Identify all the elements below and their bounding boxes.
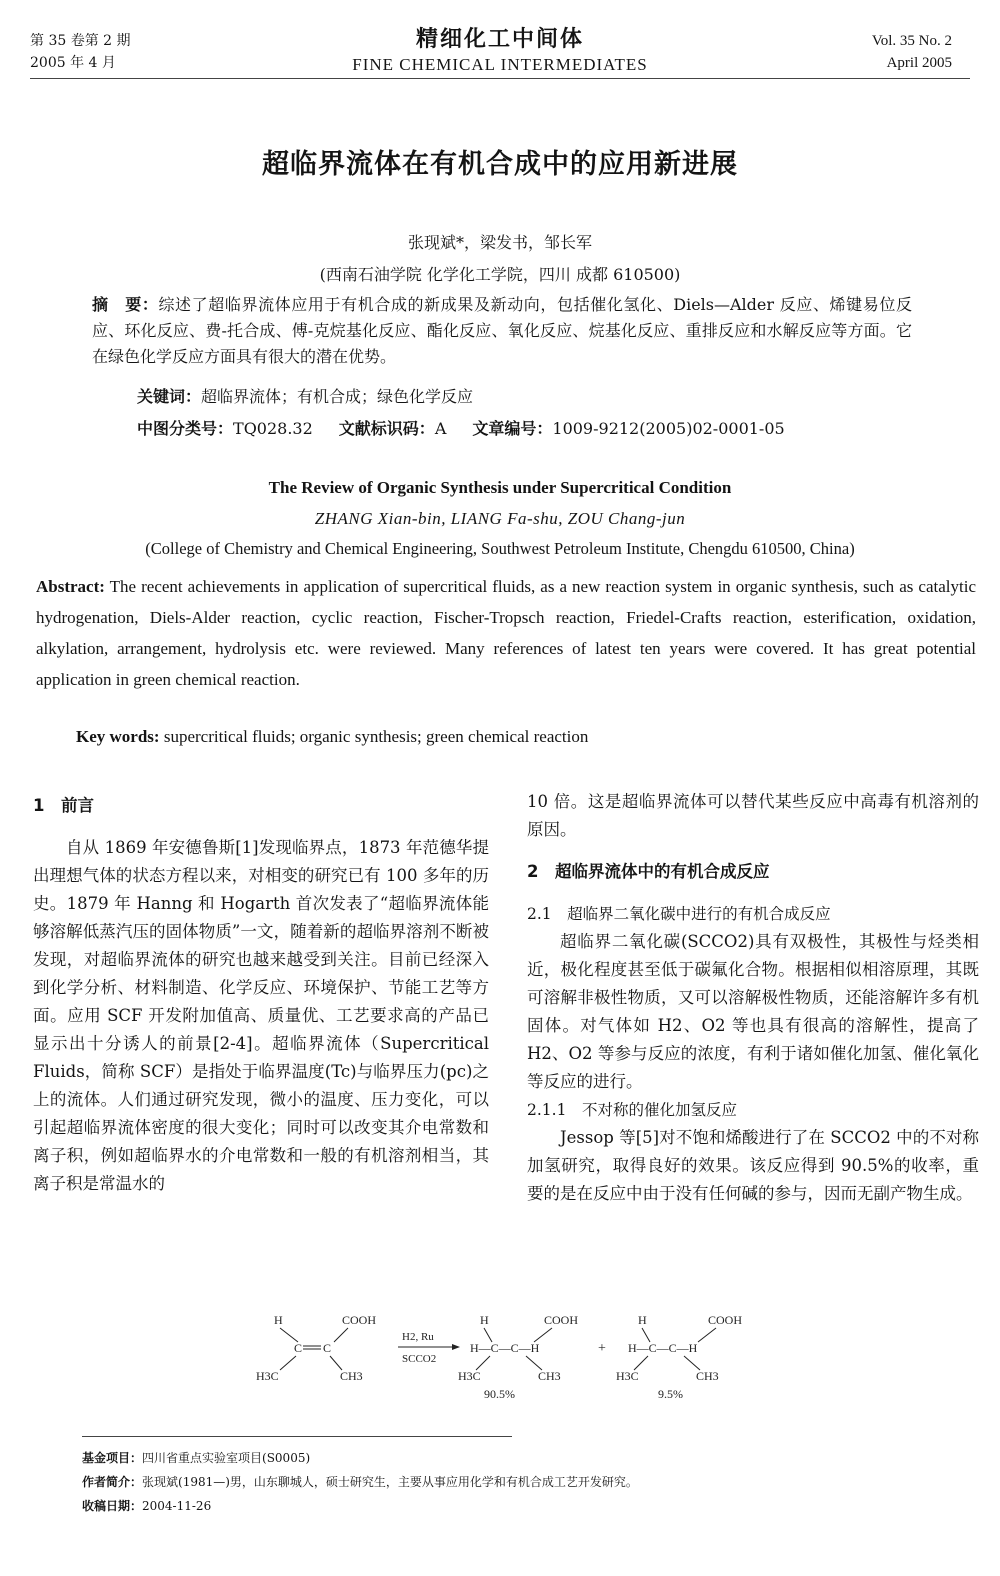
section-heading-1: 1 前言 bbox=[33, 796, 94, 815]
article-number-value: 1009-9212(2005)02-0001-05 bbox=[552, 419, 785, 438]
reactant-structure bbox=[256, 1313, 376, 1383]
author-bio-note bbox=[82, 1470, 962, 1494]
plus-sign: + bbox=[598, 1341, 606, 1356]
yield-product-1: 90.5% bbox=[484, 1387, 515, 1401]
volume-number: Vol. 35 No. 2 bbox=[871, 33, 952, 49]
abstract-en-label: Abstract: bbox=[36, 577, 105, 596]
body-continuation: 10 倍。这是超临界流体可以替代某些反应中高毒有机溶剂的原因。 bbox=[527, 792, 979, 839]
english-authors: ZHANG Xian-bin, LIANG Fa-shu, ZOU Chang-jun bbox=[314, 509, 686, 528]
svg-text:CH3: CH3 bbox=[340, 1369, 363, 1383]
footnotes bbox=[82, 1446, 962, 1518]
solvent-label: SCCO2 bbox=[402, 1353, 437, 1365]
author-bio-label: 作者简介： bbox=[82, 1475, 143, 1489]
product-1-structure bbox=[458, 1313, 578, 1401]
reaction-arrow bbox=[398, 1331, 460, 1365]
product-2-structure bbox=[616, 1313, 742, 1401]
funding-note bbox=[82, 1446, 962, 1470]
issue-date-en: April 2005 bbox=[886, 55, 952, 71]
abstract-en bbox=[36, 571, 976, 695]
issue-info-en bbox=[872, 30, 952, 74]
svg-text:H: H bbox=[638, 1313, 647, 1327]
svg-text:COOH: COOH bbox=[544, 1313, 579, 1327]
body-paragraph-1: 自从 1869 年安德鲁斯[1]发现临界点，1873 年范德华提出理想气体的状态方程以来，对相变的研究已有 100 多年的历史。1879 年 Hanng 和 Hogarth 首次发表了“超临界流体能够溶解低蒸汽压的固体物质”一文，随着新的超临界溶剂不断被发现，对超临界流体的研究也越来越受到关注。目前已经深入到化学分析、材料制造、化学反应、环境保护、节能工艺等方面。应用 SCF 开发附加值高、质量优、工艺要求高的产品已显示出十分诱人的前景[2-4]。超临界流体（Supercritical Fluids，简称 SCF）是指处于临界温度(Tc)与临界压力(pc)之上的流体。人们通过研究发现，微小的温度、压力变化，可以引起超临界流体密度的很大变化；同时可以改变其介电常数和离子积，例如超临界水的介电常数和一般的有机溶剂相当，其离子积是常温水的 bbox=[33, 838, 489, 1193]
keywords-en bbox=[76, 724, 976, 750]
abstract-en-text: The recent achievements in application of supercritical fluids, as a new reaction system in organic synthesis, such as catalytic hydrogenation, Diels-Alder reaction, cyclic reaction, Fischer-Tropsch reaction, Friedel-Crafts reaction, esterification, oxidation, alkylation, arrangement, hydrolysis etc. were reviewed. Many references of latest ten years were covered. It has great potential application in green chemical reaction. bbox=[36, 577, 976, 689]
received-date-note bbox=[82, 1494, 962, 1518]
journal-name-en: FINE CHEMICAL INTERMEDIATES bbox=[352, 55, 648, 74]
keywords-cn bbox=[137, 384, 917, 410]
svg-text:H3C: H3C bbox=[458, 1369, 481, 1383]
keywords-cn-text: 超临界流体；有机合成；绿色化学反应 bbox=[201, 387, 474, 406]
keywords-cn-label: 关键词： bbox=[137, 387, 202, 406]
issue-date: 2005 年 4 月 bbox=[30, 55, 116, 71]
svg-text:H—C—C—H: H—C—C—H bbox=[628, 1341, 698, 1355]
svg-text:COOH: COOH bbox=[708, 1313, 743, 1327]
svg-text:H: H bbox=[274, 1313, 283, 1327]
english-title: The Review of Organic Synthesis under Supercritical Condition bbox=[268, 478, 732, 497]
body-paragraph-3: Jessop 等[5]对不饱和烯酸进行了在 SCCO2 中的不对称加氢研究，取得良好的效果。该反应得到 90.5%的收率，重要的是在反应中由于没有任何碱的参与，因而无副产物生成。 bbox=[527, 1128, 979, 1203]
keywords-en-text: supercritical fluids; organic synthesis; green chemical reaction bbox=[159, 727, 589, 746]
clc-value: TQ028.32 bbox=[233, 419, 313, 438]
section-heading-2-1: 2.1 超临界二氧化碳中进行的有机合成反应 bbox=[527, 905, 831, 923]
body-right-column bbox=[527, 788, 979, 1208]
doc-code-label: 文献标识码： bbox=[338, 419, 435, 438]
keywords-en-label: Key words: bbox=[76, 727, 160, 746]
svg-text:H3C: H3C bbox=[256, 1369, 279, 1383]
svg-text:H—C—C—H: H—C—C—H bbox=[470, 1341, 540, 1355]
abstract-cn-label: 摘 要： bbox=[92, 295, 159, 314]
affiliation: (西南石油学院 化学化工学院，四川 成都 610500) bbox=[319, 265, 681, 284]
doc-code-value: A bbox=[434, 419, 447, 438]
reaction-scheme bbox=[230, 1312, 790, 1408]
article-number-label: 文章编号： bbox=[472, 419, 553, 438]
received-date-label: 收稿日期： bbox=[82, 1499, 143, 1513]
yield-product-2: 9.5% bbox=[658, 1387, 683, 1401]
footnote-divider bbox=[82, 1436, 512, 1437]
funding-text: 四川省重点实验室项目(S0005) bbox=[142, 1451, 311, 1465]
header-divider bbox=[30, 78, 970, 79]
abstract-cn bbox=[92, 292, 912, 370]
english-affiliation: (College of Chemistry and Chemical Engineering, Southwest Petroleum Institute, Chengdu 610500, China) bbox=[145, 539, 855, 558]
classification-line bbox=[137, 416, 917, 442]
section-heading-2-1-1: 2.1.1 不对称的催化加氢反应 bbox=[527, 1101, 737, 1119]
svg-text:C: C bbox=[294, 1341, 303, 1355]
received-date-text: 2004-11-26 bbox=[142, 1499, 212, 1513]
section-heading-2: 2 超临界流体中的有机合成反应 bbox=[527, 862, 770, 881]
svg-text:H3C: H3C bbox=[616, 1369, 639, 1383]
journal-masthead bbox=[0, 22, 1000, 75]
author-list: 张现斌*，梁发书，邹长军 bbox=[407, 233, 592, 252]
svg-text:H: H bbox=[480, 1313, 489, 1327]
svg-text:C: C bbox=[323, 1341, 332, 1355]
svg-text:COOH: COOH bbox=[342, 1313, 377, 1327]
reagent-label: H2, Ru bbox=[402, 1331, 434, 1343]
body-paragraph-2: 超临界二氧化碳(SCCO2)具有双极性，其极性与烃类相近，极化程度甚至低于碳氟化合物。根据相似相溶原理，其既可溶解非极性物质，又可以溶解极性物质，还能溶解许多有机固体。对气体如 H2、O2 等也具有很高的溶解性，提高了 H2、O2 等参与反应的浓度，有利于诸如催化加氢、催化氧化等反应的进行。 bbox=[527, 932, 979, 1091]
paper-title: 超临界流体在有机合成中的应用新进展 bbox=[262, 149, 738, 180]
clc-label: 中图分类号： bbox=[137, 419, 234, 438]
issue-number: 第 35 卷第 2 期 bbox=[30, 33, 131, 49]
svg-text:CH3: CH3 bbox=[696, 1369, 719, 1383]
journal-name-cn: 精细化工中间体 bbox=[415, 27, 584, 52]
body-left-column bbox=[33, 792, 489, 1198]
author-bio-text: 张现斌(1981—)男，山东聊城人，硕士研究生，主要从事应用化学和有机合成工艺开发研究。 bbox=[142, 1475, 638, 1489]
abstract-cn-text: 综述了超临界流体应用于有机合成的新成果及新动向，包括催化氢化、Diels—Alder 反应、烯键易位反应、环化反应、费-托合成、傅-克烷基化反应、酯化反应、氧化反应、烷基化反应、重排反应和水解反应等方面。它在绿色化学反应方面具有很大的潜在优势。 bbox=[92, 295, 912, 366]
svg-text:CH3: CH3 bbox=[538, 1369, 561, 1383]
funding-label: 基金项目： bbox=[82, 1451, 143, 1465]
